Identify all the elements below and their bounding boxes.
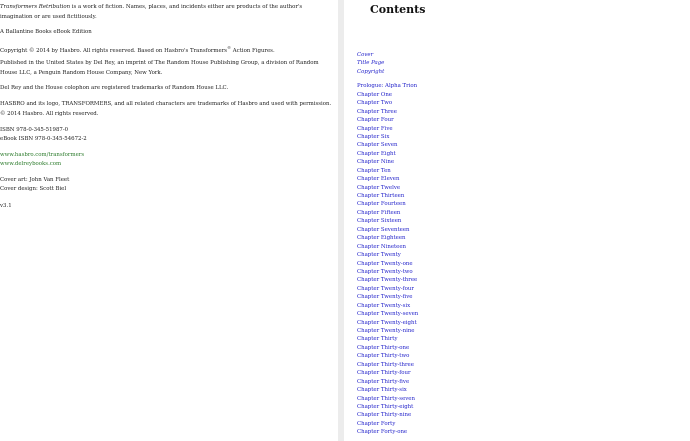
- toc-item[interactable]: Chapter Forty-one: [357, 429, 408, 436]
- toc-item[interactable]: Chapter Sixteen: [357, 218, 402, 225]
- toc-item[interactable]: Chapter Twenty-six: [357, 302, 411, 309]
- toc-item[interactable]: Chapter Fourteen: [357, 201, 406, 208]
- contents-page: [344, 0, 690, 441]
- toc-item[interactable]: Chapter Thirty-seven: [357, 395, 415, 402]
- toc-item[interactable]: Chapter Ten: [357, 167, 391, 174]
- toc-item[interactable]: Chapter Eight: [357, 150, 396, 157]
- toc-item[interactable]: Chapter Six: [357, 133, 390, 140]
- toc-item[interactable]: Chapter Thirty-one: [357, 344, 410, 351]
- ebook-isbn-line: eBook ISBN 978-0-345-54672-2: [0, 136, 87, 142]
- toc-item[interactable]: Copyright: [357, 68, 385, 75]
- copyright-page: [0, 0, 338, 441]
- toc-item[interactable]: Chapter Twenty-nine: [357, 328, 415, 334]
- hasbro-paragraph: HASBRO and its logo, TRANSFORMERS, and all related characters are trademarks of Hasbro and used with permission. © 2014 Hasbro. All rights reserved.: [0, 101, 332, 117]
- hasbro-link[interactable]: www.hasbro.com/transformers: [0, 152, 85, 158]
- toc-item[interactable]: Chapter Twenty-seven: [357, 311, 419, 318]
- toc-item[interactable]: Chapter Eighteen: [357, 235, 406, 242]
- version-label: v3.1: [0, 203, 12, 209]
- toc-item[interactable]: Chapter Twelve: [357, 184, 401, 191]
- copyright-suffix: Action Figures.: [231, 47, 275, 54]
- toc-list: [357, 51, 418, 437]
- cover-design-credit: Cover design: Scott Biel: [0, 186, 67, 192]
- toc-item[interactable]: Chapter Two: [357, 100, 393, 107]
- toc-item[interactable]: Chapter Forty: [357, 420, 396, 427]
- toc-item[interactable]: Chapter Thirty-eight: [357, 403, 414, 410]
- copyright-line: [0, 43, 336, 56]
- toc-item[interactable]: Chapter Five: [357, 125, 393, 132]
- toc-item[interactable]: Chapter Twenty-five: [357, 294, 413, 301]
- toc-item[interactable]: Chapter Three: [357, 108, 397, 115]
- toc-item[interactable]: Chapter Fifteen: [357, 209, 401, 216]
- toc-item[interactable]: Chapter Twenty-four: [357, 285, 414, 292]
- isbn-line: ISBN 978-0-345-51987-0: [0, 127, 69, 133]
- toc-item[interactable]: Chapter Twenty: [357, 252, 401, 259]
- toc-item[interactable]: Chapter One: [357, 91, 392, 98]
- cover-art-credit: Cover art: John Van Fleet: [0, 177, 70, 183]
- book-title: Transformers Retribution: [0, 4, 71, 10]
- toc-item[interactable]: Chapter Thirty-two: [357, 353, 410, 360]
- toc-item[interactable]: Chapter Seventeen: [357, 226, 410, 233]
- edition-line: A Ballantine Books eBook Edition: [0, 29, 92, 35]
- toc-item[interactable]: Chapter Twenty-two: [357, 268, 413, 275]
- toc-item[interactable]: Chapter Twenty-eight: [357, 319, 417, 326]
- publisher-paragraph: Published in the United States by Del Rey, an imprint of The Random House Publishing Group, a division of Random House LLC, a Penguin Random House Company, New York.: [0, 60, 319, 76]
- registered-mark: ®: [227, 45, 232, 50]
- toc-item[interactable]: Chapter Thirty-three: [357, 361, 414, 368]
- trademark-line: Del Rey and the House colophon are registered trademarks of Random House LLC.: [0, 85, 229, 91]
- copyright-text: Copyright © 2014 by Hasbro. All rights reserved. Based on Hasbro's Transformers: [0, 47, 228, 54]
- delrey-link[interactable]: www.delreybooks.com: [0, 161, 62, 167]
- toc-item[interactable]: Chapter Thirty-five: [357, 378, 410, 385]
- toc-item[interactable]: Chapter Thirteen: [357, 193, 405, 199]
- toc-item[interactable]: Chapter Four: [357, 117, 394, 124]
- toc-item[interactable]: Chapter Nineteen: [357, 243, 407, 250]
- toc-item[interactable]: Chapter Thirty-six: [357, 387, 407, 394]
- toc-item[interactable]: Chapter Twenty-one: [357, 260, 413, 267]
- toc-item[interactable]: Chapter Seven: [357, 142, 398, 149]
- toc-item[interactable]: Prologue: Alpha Trion: [357, 83, 418, 90]
- toc-item[interactable]: Title Page: [357, 60, 385, 67]
- toc-item[interactable]: Chapter Thirty-nine: [357, 412, 412, 419]
- toc-item[interactable]: Chapter Eleven: [357, 176, 400, 183]
- disclaimer-paragraph: [0, 3, 336, 22]
- toc-item[interactable]: Chapter Thirty-four: [357, 370, 411, 377]
- disclaimer-text: is a work of fiction. Names, places, and incidents either are products of the author's imagination or are used fictitiously.: [0, 4, 303, 20]
- toc-item[interactable]: Chapter Nine: [357, 159, 395, 166]
- toc-item[interactable]: Cover: [357, 52, 374, 58]
- toc-item[interactable]: Chapter Thirty: [357, 336, 398, 343]
- toc-item[interactable]: Chapter Twenty-three: [357, 277, 418, 284]
- contents-title: Contents: [370, 3, 426, 16]
